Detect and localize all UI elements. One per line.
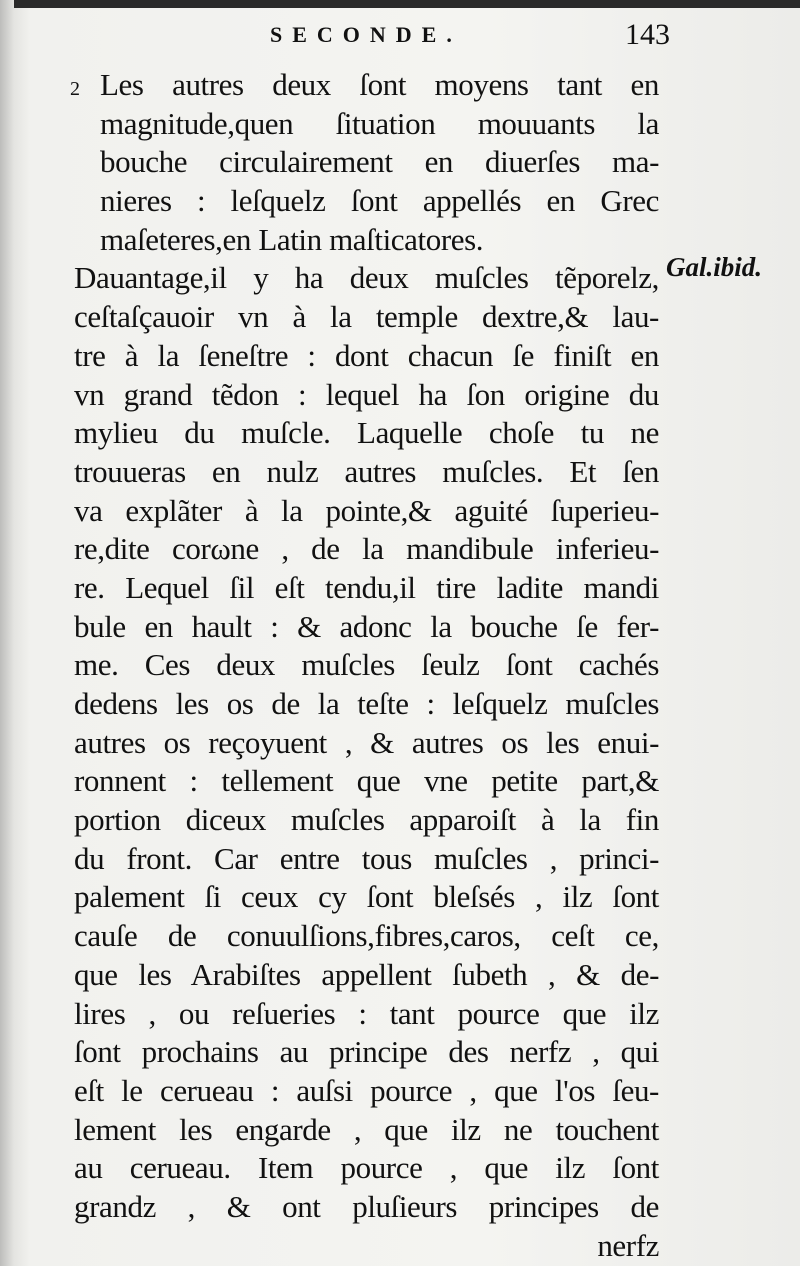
text-line bbox=[70, 66, 659, 105]
text-line: eſt le cerueau : auſsi pource , que l'os ſeu- bbox=[74, 1072, 659, 1108]
text-line: du front. Car entre tous muſcles , princi- bbox=[74, 840, 659, 876]
text-line: re. Lequel ſil eſt tendu,il tire ladite mandi bbox=[74, 569, 659, 605]
text-line: cauſe de conuulſions,fibres,caros, ceſt ce, bbox=[74, 918, 659, 954]
margin-note: Gal.ibid. bbox=[666, 252, 763, 282]
text-line: bule en hault : & adonc la bouche ſe fer- bbox=[74, 608, 659, 644]
text-line: Dauantage,il y ha deux muſcles tẽporelz, bbox=[74, 260, 659, 296]
page-header bbox=[0, 18, 800, 52]
text-line: re,dite corωne , de la mandibule inferieu- bbox=[74, 531, 659, 567]
text-line: palement ſi ceux cy ſont bleſsés , ilz ſont bbox=[74, 879, 659, 915]
text-line: ronnent : tellement que vne petite part,& bbox=[74, 763, 659, 799]
text-line-content: Les autres deux ſont moyens tant en bbox=[100, 67, 659, 102]
text-line: lement les engarde , que ilz ne touchent bbox=[74, 1111, 659, 1147]
text-line: va explãter à la pointe,& aguité ſuperieu- bbox=[74, 492, 659, 528]
text-line: me. Ces deux muſcles ſeulz ſont cachés bbox=[74, 647, 659, 683]
text-line: portion diceux muſcles apparoiſt à la fin bbox=[74, 802, 659, 838]
running-title: SECONDE. bbox=[270, 22, 462, 47]
text-line: que les Arabiſtes appellent ſubeth , & de- bbox=[74, 956, 659, 992]
text-line: ſont prochains au principe des nerfz , qui bbox=[74, 1034, 659, 1070]
text-line: bouche circulairement en diuerſes ma- bbox=[100, 144, 659, 180]
paragraph-marker: 2 bbox=[70, 78, 80, 100]
text-line: tre à la ſeneſtre : dont chacun ſe finiſt en bbox=[74, 337, 659, 373]
page-number: 143 bbox=[625, 18, 670, 51]
text-line: mylieu du muſcle. Laquelle choſe tu ne bbox=[74, 415, 659, 451]
text-line: nieres : leſquelz ſont appellés en Grec bbox=[100, 183, 659, 219]
body-text bbox=[70, 66, 659, 1265]
text-line: grandz , & ont pluſieurs principes de bbox=[74, 1188, 659, 1224]
text-line: autres os reçoyuent , & autres os les enui- bbox=[74, 724, 659, 760]
page-top-edge bbox=[0, 0, 800, 8]
text-line: vn grand tẽdon : lequel ha ſon origine du bbox=[74, 376, 659, 412]
text-line: dedens les os de la teſte : leſquelz muſcles bbox=[74, 686, 659, 721]
text-line: magnitude,quen ſituation mouuants la bbox=[100, 105, 659, 141]
text-line: maſeteres,en Latin maſticatores. bbox=[100, 221, 484, 257]
text-line: ceſtaſçauoir vn à la temple dextre,& lau- bbox=[74, 299, 659, 335]
text-line: trouueras en nulz autres muſcles. Et ſen bbox=[74, 453, 659, 489]
text-line: au cerueau. Item pource , que ilz ſont bbox=[74, 1150, 659, 1186]
page-gutter-shadow bbox=[0, 0, 14, 1266]
text-line: lires , ou reſueries : tant pource que ilz bbox=[74, 995, 659, 1031]
catchword: nerfz bbox=[597, 1227, 659, 1263]
